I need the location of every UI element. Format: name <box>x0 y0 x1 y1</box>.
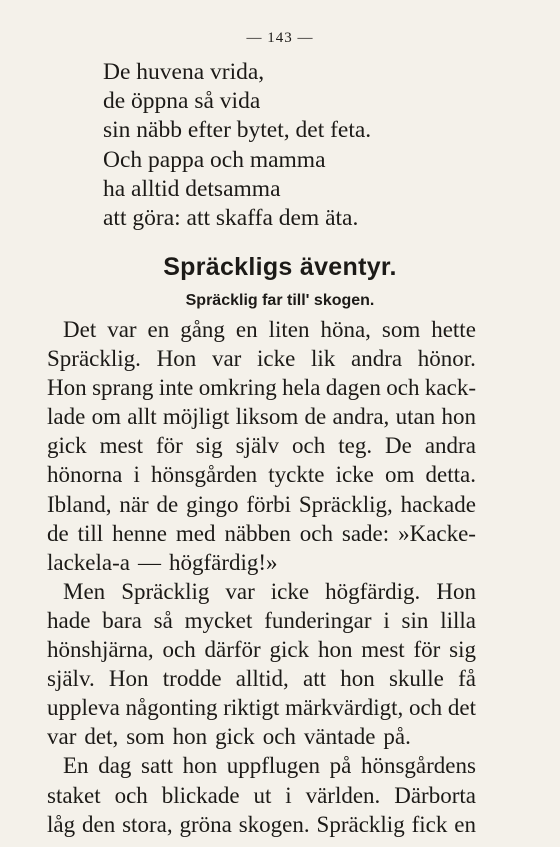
prose-line <box>47 693 476 722</box>
prose-word: den <box>82 811 116 837</box>
poem-line: ha alltid detsamma <box>103 175 281 202</box>
prose-word: hönsgårdens <box>360 753 476 779</box>
prose-word: om <box>385 462 415 488</box>
prose-word: hönsgården <box>151 462 258 488</box>
prose-word: »Kacke- <box>398 520 476 546</box>
prose-line <box>47 460 476 489</box>
prose-word: Hon <box>436 578 476 604</box>
prose-word: att <box>303 666 326 692</box>
prose-word: de <box>304 404 327 430</box>
prose-word: icke <box>257 346 296 372</box>
prose-word: när <box>119 491 149 517</box>
prose-word: hackade <box>400 491 476 517</box>
prose-word: hette <box>431 317 476 342</box>
prose-word: detta. <box>425 462 476 488</box>
prose-word: skogen. <box>238 811 310 837</box>
prose-word: gick <box>215 724 255 750</box>
prose-line <box>47 373 476 402</box>
prose-word: det <box>447 695 476 721</box>
prose-word: hon <box>317 637 353 663</box>
prose-word: Hon <box>47 375 87 401</box>
prose-word: på <box>329 753 352 779</box>
prose-word: till <box>77 520 104 546</box>
prose-word: själv. <box>47 666 95 692</box>
prose-word: dagen <box>325 375 381 401</box>
prose-word: Spräcklig, <box>298 491 393 517</box>
prose-word: de <box>156 491 179 517</box>
prose-word: kack- <box>424 375 476 401</box>
prose-word: möjligt <box>162 404 230 430</box>
prose-word: och <box>262 724 296 750</box>
prose-word: väntade <box>303 724 376 750</box>
prose-line <box>47 577 476 606</box>
prose-word: stora, <box>122 811 173 837</box>
prose-word: näbben <box>224 520 291 546</box>
prose-word: i <box>133 462 140 488</box>
prose-word: satt <box>141 753 173 779</box>
prose-word: med <box>175 520 216 546</box>
prose-word: och <box>386 375 420 401</box>
prose-line <box>47 722 476 751</box>
prose-line <box>47 810 476 839</box>
prose-word: Hon <box>156 346 197 372</box>
prose-word: fick <box>411 811 448 837</box>
prose-word: lade <box>47 404 86 430</box>
prose-word: alltid, <box>235 666 289 692</box>
prose-word: hela <box>282 375 321 401</box>
prose-word: sin <box>401 607 429 633</box>
prose-word: henne <box>112 520 168 546</box>
prose-word: som <box>126 724 165 750</box>
prose-word: världen. <box>305 782 381 808</box>
prose-word: Spräcklig <box>316 811 405 837</box>
prose-word: andra, <box>332 404 390 430</box>
prose-word: uppflugen <box>226 753 320 779</box>
prose-word: Spräcklig <box>121 578 210 604</box>
prose-word: — <box>137 549 161 575</box>
prose-word: på. <box>383 724 411 750</box>
page-number: — 143 — <box>246 30 314 46</box>
prose-word: lik <box>311 346 336 372</box>
prose-word: högfärdig. <box>325 578 421 604</box>
prose-word: märkvärdigt, <box>285 695 404 721</box>
prose-word: Därborta <box>394 782 476 808</box>
prose-word: hon <box>340 666 375 692</box>
prose-word: för <box>413 637 441 663</box>
prose-word: gick <box>47 433 87 459</box>
prose-word: sade: <box>341 520 390 546</box>
prose-word: låg <box>47 811 76 837</box>
prose-word: och <box>114 782 148 808</box>
prose-word: om <box>91 404 121 430</box>
prose-word: ut <box>253 782 272 808</box>
prose-line <box>47 315 476 344</box>
prose-word: var <box>107 317 137 342</box>
prose-word: Ibland, <box>47 491 112 517</box>
prose-word: i <box>383 607 390 633</box>
prose-word: i <box>285 782 292 808</box>
prose-word: sprang <box>92 375 154 401</box>
prose-word: tyckte <box>268 462 325 488</box>
prose-word: hönor. <box>417 346 476 372</box>
prose-word: mycket <box>184 607 253 633</box>
prose-line <box>47 519 476 548</box>
story-title: Spräckligs äventyr. <box>163 253 397 281</box>
prose-word: och <box>299 520 333 546</box>
prose-word: lackela-a <box>47 549 130 575</box>
prose-word: höna, <box>320 317 371 342</box>
prose-word: och <box>292 433 326 459</box>
prose-word: högfärdig!» <box>168 549 278 575</box>
prose-word: omkring <box>198 375 277 401</box>
prose-word: Spräcklig. <box>47 346 141 372</box>
poem-line: Och pappa och mamma <box>103 146 326 173</box>
prose-word: Det <box>63 317 97 342</box>
prose-word: och <box>408 695 443 721</box>
prose-line <box>47 344 476 373</box>
prose-line <box>47 402 476 431</box>
prose-word: det, <box>84 724 119 750</box>
prose-word: bara <box>102 607 142 633</box>
prose-word: sig <box>195 433 223 459</box>
prose-word: gick <box>269 637 310 663</box>
chapter-title: Spräcklig far till' skogen. <box>185 292 375 309</box>
poem-line: De huvena vrida, <box>103 59 265 85</box>
prose-word: så <box>153 607 173 633</box>
poem-line: att göra: att skaffa dem äta. <box>103 205 359 232</box>
prose-word: för <box>156 433 183 459</box>
prose-word: hönorna <box>47 462 123 488</box>
prose-word: gång <box>180 317 225 342</box>
prose-word: själv <box>235 433 280 459</box>
prose-word: icke <box>335 462 374 488</box>
prose-word: uppleva <box>47 695 120 721</box>
prose-word: var <box>47 724 77 750</box>
poem-stanza <box>103 58 371 233</box>
prose-word: som <box>381 317 421 342</box>
prose-line <box>47 751 476 780</box>
prose-word: hönshjärna, <box>47 637 154 663</box>
poem-line: sin näbb efter bytet, det feta. <box>103 117 372 144</box>
prose-line <box>47 606 476 635</box>
prose-word: skulle <box>388 666 444 692</box>
prose-word: blickade <box>161 782 240 808</box>
prose-word: lilla <box>440 607 476 633</box>
prose-line <box>47 548 476 577</box>
prose-word: var <box>225 578 255 604</box>
prose-word: dag <box>98 753 132 779</box>
prose-word: mest <box>99 433 144 459</box>
prose-line <box>47 635 476 664</box>
prose-word: de <box>47 520 69 546</box>
prose-word: andra <box>351 346 403 372</box>
prose-word: Hon <box>108 666 149 692</box>
prose-word: icke <box>270 578 310 604</box>
prose-word: få <box>458 666 476 692</box>
prose-line <box>47 781 476 810</box>
prose-word: staket <box>47 782 101 808</box>
prose-word: De <box>385 433 412 459</box>
prose-word: en <box>235 317 258 342</box>
prose-word: någonting <box>125 695 218 721</box>
prose-word: teg. <box>338 433 373 459</box>
prose-line <box>47 490 476 519</box>
prose-word: En <box>63 753 89 779</box>
prose-word: funderingar <box>264 607 372 633</box>
prose-word: liten <box>268 317 310 342</box>
prose-word: en <box>147 317 170 342</box>
prose-word: gingo <box>186 491 239 517</box>
prose-line <box>47 664 476 693</box>
prose-line <box>47 431 476 460</box>
prose-word: allt <box>127 404 157 430</box>
prose-word: hon <box>441 404 476 430</box>
prose-word: mest <box>361 637 405 663</box>
poem-line: de öppna så vida <box>103 88 261 115</box>
prose-word: sig <box>449 637 476 663</box>
prose-word: inte <box>158 375 194 401</box>
prose-word: en <box>454 811 476 837</box>
prose-word: var <box>211 346 242 372</box>
prose-word: trodde <box>162 666 222 692</box>
prose-word: utan <box>395 404 436 430</box>
prose-word: därför <box>204 637 261 663</box>
prose-word: gröna <box>179 811 232 837</box>
prose-word: andra <box>424 433 476 459</box>
prose-word: Men <box>63 578 106 604</box>
prose-word: hade <box>47 607 91 633</box>
prose-word: riktigt <box>223 695 280 721</box>
prose-body <box>47 315 476 839</box>
prose-word: hon <box>172 724 208 750</box>
prose-word: förbi <box>246 491 292 517</box>
prose-word: liksom <box>235 404 299 430</box>
prose-word: och <box>162 637 196 663</box>
prose-word: hon <box>182 753 218 779</box>
